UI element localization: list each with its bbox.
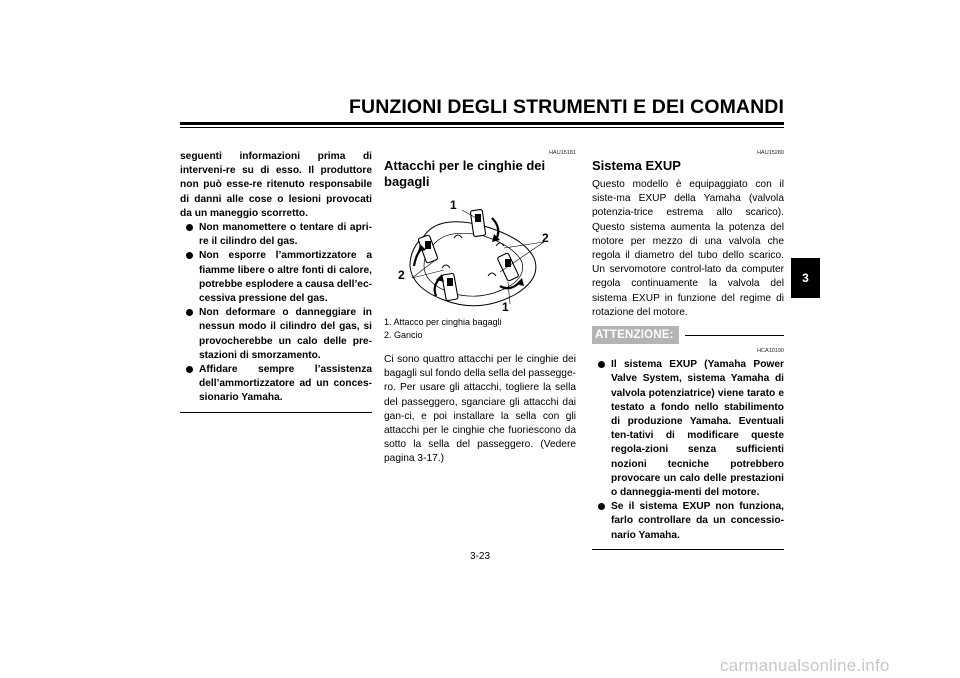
column-warning-continuation [180, 150, 372, 413]
figure-caption-2: 2. Gancio [384, 330, 423, 340]
bullet-dot-icon [598, 503, 605, 510]
list-item: Se il sistema EXUP non funziona, farlo controllare da un concessio-nario Yamaha. [592, 500, 784, 543]
warning-end-rule [180, 412, 372, 413]
attention-end-rule [592, 549, 784, 550]
attention-rule [685, 335, 784, 336]
figure-captions [384, 316, 576, 342]
header-rule-thick [180, 122, 784, 125]
bullet-dot-icon [186, 252, 193, 259]
section-title-exup: Sistema EXUP [592, 158, 681, 173]
chapter-tab: 3 [791, 258, 820, 298]
attention-header [592, 326, 784, 344]
figure-callout-2-left: 2 [398, 268, 405, 282]
luggage-strap-figure [384, 196, 554, 314]
section-code: HAU15181 [549, 150, 576, 156]
section-title-luggage-straps: Attacchi per le cinghie dei bagagli [384, 158, 546, 189]
list-item: Il sistema EXUP (Yamaha Power Valve System, sistema Yamaha di valvola potenziatrice) viene tarato e testato a fondo nello stabilimento di produzione Yamaha. Eventuali ten-tativi di modificare queste regola-zioni senza sufficienti nozioni tecniche potrebbero provocare un calo delle prestazioni o danneggia-menti del motore. [592, 358, 784, 500]
list-item: Non deformare o danneggiare in nessun modo il cilindro del gas, si provocherebbe un calo delle pre-stazioni di smorzamento. [180, 306, 372, 363]
list-item: Non esporre l’ammortizzatore a fiamme libere o altre fonti di calore, potrebbe esplodere a causa dell’ec-cessiva pressione del gas. [180, 249, 372, 306]
figure-callout-2-right: 2 [542, 231, 549, 245]
page-number: 3-23 [469, 551, 490, 562]
bullet-dot-icon [598, 361, 605, 368]
bullet-dot-icon [186, 224, 193, 231]
warning-intro-text: seguenti informazioni prima di interveni-re su di esso. Il produttore non può esse-re ritenuto responsabile di danni alle cose o lesioni provocati da un maneggio scorretto. [180, 151, 372, 219]
column-exup-system [592, 150, 784, 550]
watermark-text: carmanualsonline.info [720, 656, 890, 675]
page-header-title: FUNZIONI DEGLI STRUMENTI E DEI COMANDI [349, 96, 784, 118]
exup-body: Questo modello è equipaggiato con il siste-ma EXUP della Yamaha (valvola potenzia-trice estrema allo scarico). Questo sistema aumenta la potenza del motore per mezzo di una valvola che regola il diametro del tubo dello scarico. Un servomotore control-lato da computer regola continuamente la valvola del sistema EXUP in funzione del regime di rotazione del motore. [592, 179, 784, 318]
header-rule-thin [180, 127, 784, 128]
list-item: Affidare sempre l’assistenza dell’ammortizzatore ad un conces-sionario Yamaha. [180, 363, 372, 406]
bullet-dot-icon [186, 309, 193, 316]
seat-underside-illustration [384, 196, 554, 314]
luggage-straps-body: Ci sono quattro attacchi per le cinghie dei bagagli sul fondo della sella del passegge-ro. Per usare gli attacchi, togliere la sella del passeggero, sganciare gli attacchi dai gan-ci, e poi installare la sella con gli attacchi per le cinghie che fuoriescono da sotto la sella del passeggero. (Vedere pagina 3-17.) [384, 354, 577, 465]
figure-callout-1-top: 1 [450, 198, 457, 212]
column-luggage-straps [384, 150, 576, 467]
figure-caption-1: 1. Attacco per cinghia bagagli [384, 317, 502, 327]
figure-callout-1-bottom: 1 [502, 300, 509, 314]
attention-label: ATTENZIONE: [592, 326, 679, 344]
attention-code: HCA10190 [757, 348, 784, 355]
warning-bullet-list [180, 221, 372, 406]
list-item: Non manomettere o tentare di apri-re il cilindro del gas. [180, 221, 372, 249]
section-code: HAU15280 [757, 150, 784, 156]
bullet-dot-icon [186, 366, 193, 373]
attention-bullet-list [592, 358, 784, 543]
